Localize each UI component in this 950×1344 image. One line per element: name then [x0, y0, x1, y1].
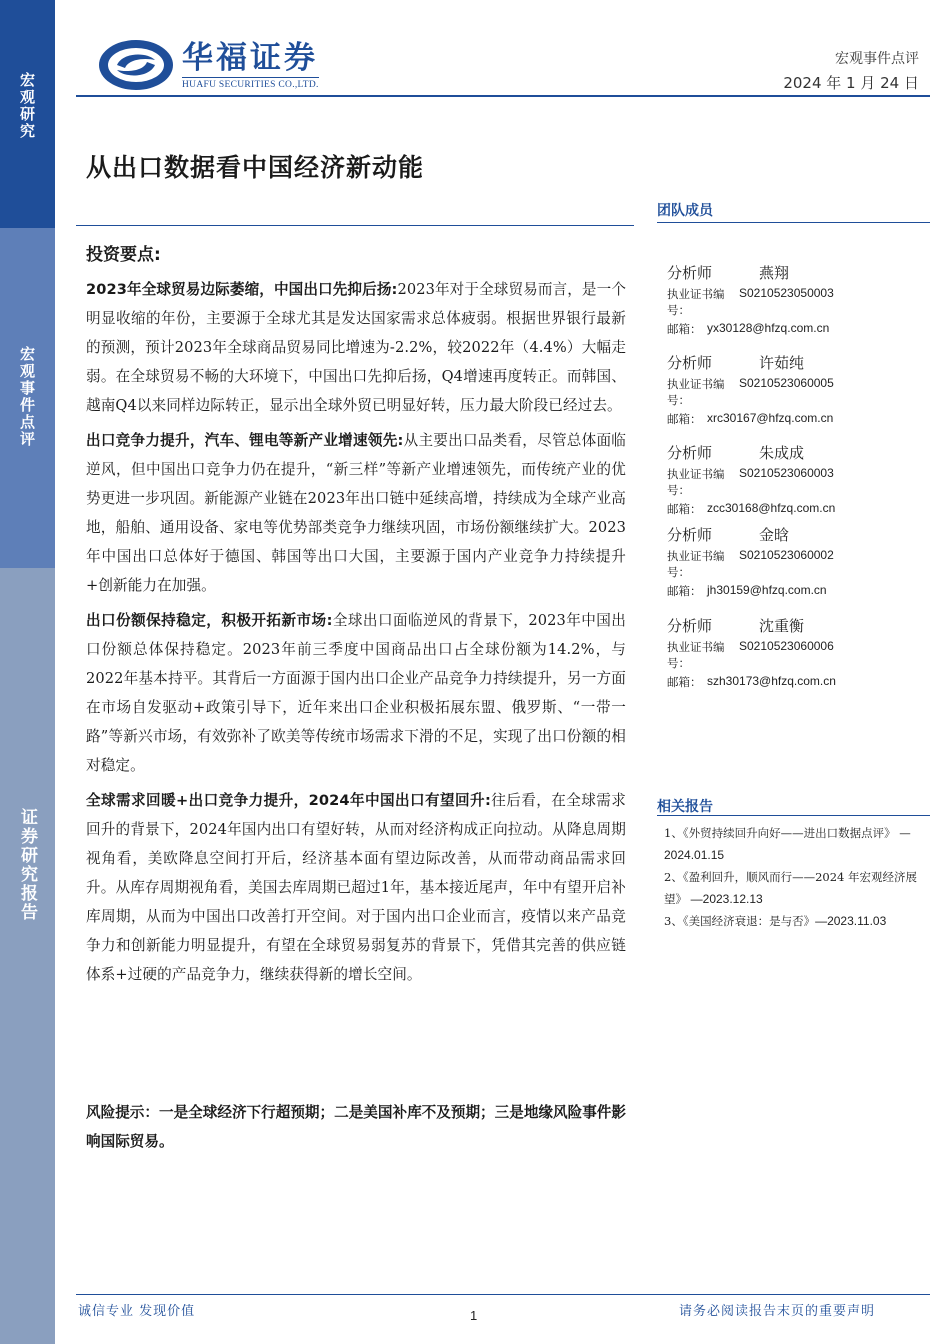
analyst-role: 分析师 [667, 264, 713, 282]
related-title: 2、《盈利回升，顺风而行——2024 年宏观经济展望》 [664, 870, 917, 906]
footer-slogan: 诚信专业 发现价值 [78, 1304, 196, 1319]
analyst-card [667, 262, 927, 337]
analyst-card [667, 352, 927, 427]
brand-logo [97, 38, 319, 92]
related-title: 1、《外贸持续回升向好——进出口数据点评》 — [664, 826, 911, 840]
paragraph [86, 275, 626, 420]
team-heading: 团队成员 [657, 203, 713, 219]
related-date: 2024.01.15 [664, 848, 725, 862]
cert-label: 执业证书编号： [667, 467, 725, 497]
paragraph-lead: 2023年全球贸易边际萎缩，中国出口先抑后扬: [86, 281, 398, 298]
email-label: 邮箱： [667, 502, 702, 516]
analyst-email[interactable]: xrc30167@hfzq.com.cn [707, 411, 834, 425]
related-title: 3、《美国经济衰退：是与否》 [664, 914, 816, 928]
analyst-email[interactable]: zcc30168@hfzq.com.cn [707, 501, 836, 515]
key-points [86, 240, 626, 995]
analyst-cert: S0210523060006 [739, 639, 834, 653]
related-heading: 相关报告 [657, 799, 713, 815]
paragraph [86, 606, 626, 780]
related-date: —2023.11.03 [815, 914, 887, 928]
page-number: 1 [470, 1308, 478, 1323]
analyst-cert: S0210523060003 [739, 466, 834, 480]
analyst-email[interactable]: yx30128@hfzq.com.cn [707, 321, 830, 335]
footer-disclaimer-note: 请务必阅读报告末页的重要声明 [678, 1304, 875, 1319]
footer-divider [76, 1294, 930, 1295]
email-label: 邮箱： [667, 675, 702, 689]
analyst-role: 分析师 [667, 444, 713, 462]
page-title: 从出口数据看中国经济新动能 [86, 153, 425, 182]
analyst-name: 沈重衡 [759, 617, 805, 635]
header-divider [76, 95, 930, 97]
huafu-logo-icon [97, 38, 175, 92]
analyst-name: 金晗 [759, 526, 790, 544]
analyst-card [667, 524, 927, 599]
paragraph-body: 从主要出口品类看，尽管总体面临逆风，但中国出口竞争力仍在提升，“新三样”等新产业增速领先，而传统产业的优势更进一步巩固。新能源产业链在2023年出口链中延续高增，持续成为全球产业高地，船舶、通用设备、家电等优势部类竞争力继续巩固，市场份额继续扩大。2023年中国出口总体好于德国、韩国等出口大国，主要源于国内产业竞争力持续提升+创新能力在加强。 [86, 432, 626, 594]
related-date: —2023.12.13 [690, 892, 763, 906]
cert-label: 执业证书编号： [667, 377, 725, 407]
paragraph-lead: 出口竞争力提升，汽车、锂电等新产业增速领先: [86, 432, 404, 449]
related-divider [657, 815, 930, 816]
related-item[interactable] [664, 866, 930, 910]
email-label: 邮箱： [667, 584, 702, 598]
analyst-name: 燕翔 [759, 264, 790, 282]
sidebar-label: 宏观事件点评 [18, 346, 36, 448]
report-type: 宏观事件点评 [835, 51, 919, 67]
paragraph-body: 往后看，在全球需求回升的背景下，2024年国内出口有望好转，从而对经济构成正向拉动。从降息周期视角看，美欧降息空间打开后，经济基本面有望边际改善，从而带动商品需求回升。从库存周期视角看，美国去库周期已超过1年，基本接近尾声，年中有望开启补库周期，从而为中国出口改善打开空间。对于国内出口企业而言，疫情以来产品竞争力和创新能力明显提升，有望在全球贸易弱复苏的背景下，凭借其完善的供应链体系+过硬的产品竞争力，继续获得新的增长空间。 [86, 792, 626, 983]
related-item[interactable] [664, 910, 930, 932]
title-divider [76, 225, 634, 226]
related-item[interactable] [664, 822, 930, 866]
sidebar-section-macro-research [0, 0, 55, 228]
analyst-email[interactable]: jh30159@hfzq.com.cn [707, 583, 827, 597]
analyst-card [667, 615, 927, 690]
report-date: 2024 年 1 月 24 日 [783, 74, 919, 92]
sidebar-section-event-review [0, 228, 55, 568]
paragraph-lead: 全球需求回暖+出口竞争力提升，2024年中国出口有望回升: [86, 792, 491, 809]
analyst-cert: S0210523060005 [739, 376, 834, 390]
analyst-role: 分析师 [667, 526, 713, 544]
analyst-name: 朱成成 [759, 444, 805, 462]
brand-name-en: HUAFU SECURITIES CO.,LTD. [182, 77, 319, 90]
brand-name-cn: 华福证券 [182, 39, 318, 76]
analyst-cert: S0210523050003 [739, 286, 834, 300]
paragraph [86, 786, 626, 989]
risk-warning: 风险提示：一是全球经济下行超预期；二是美国补库不及预期；三是地缘风险事件影响国际贸易。 [86, 1104, 626, 1150]
email-label: 邮箱： [667, 322, 702, 336]
sidebar-section-securities-report [0, 568, 55, 1344]
sidebar-label: 证券研究报告 [17, 808, 37, 922]
analyst-name: 许茹纯 [759, 354, 805, 372]
paragraph-body: 2023年对于全球贸易而言，是一个明显收缩的年份，主要源于全球尤其是发达国家需求总体疲弱。根据世界银行最新的预测，预计2023年全球商品贸易同比增速为-2.2%，较2022年（4.4%）大幅走弱。在全球贸易不畅的大环境下，中国出口先抑后扬，Q4增速再度转正。而韩国、越南Q4以来同样边际转正，显示出全球外贸已明显好转，压力最大阶段已经过去。 [86, 281, 627, 414]
paragraph [86, 426, 626, 600]
analyst-role: 分析师 [667, 354, 713, 372]
related-list [664, 822, 930, 932]
team-divider [657, 222, 930, 223]
key-points-title: 投资要点: [86, 245, 161, 265]
analyst-cert: S0210523060002 [739, 548, 834, 562]
cert-label: 执业证书编号： [667, 640, 725, 670]
analyst-email[interactable]: szh30173@hfzq.com.cn [707, 674, 836, 688]
sidebar-label: 宏观研究 [18, 72, 36, 140]
analyst-role: 分析师 [667, 617, 713, 635]
email-label: 邮箱： [667, 412, 702, 426]
cert-label: 执业证书编号： [667, 287, 725, 317]
cert-label: 执业证书编号： [667, 549, 725, 579]
analyst-card [667, 442, 927, 517]
paragraph-body: 全球出口面临逆风的背景下，2023年中国出口份额总体保持稳定。2023年前三季度中国商品出口占全球份额为14.2%，与2022年基本持平。其背后一方面源于国内出口企业产品竞争力持续提升，另一方面在市场自发驱动+政策引导下，近年来出口企业积极拓展东盟、俄罗斯、“一带一路”等新兴市场，有效弥补了欧美等传统市场需求下滑的不足，实现了出口份额的相对稳定。 [86, 612, 626, 774]
paragraph-lead: 出口份额保持稳定，积极开拓新市场: [86, 612, 333, 629]
